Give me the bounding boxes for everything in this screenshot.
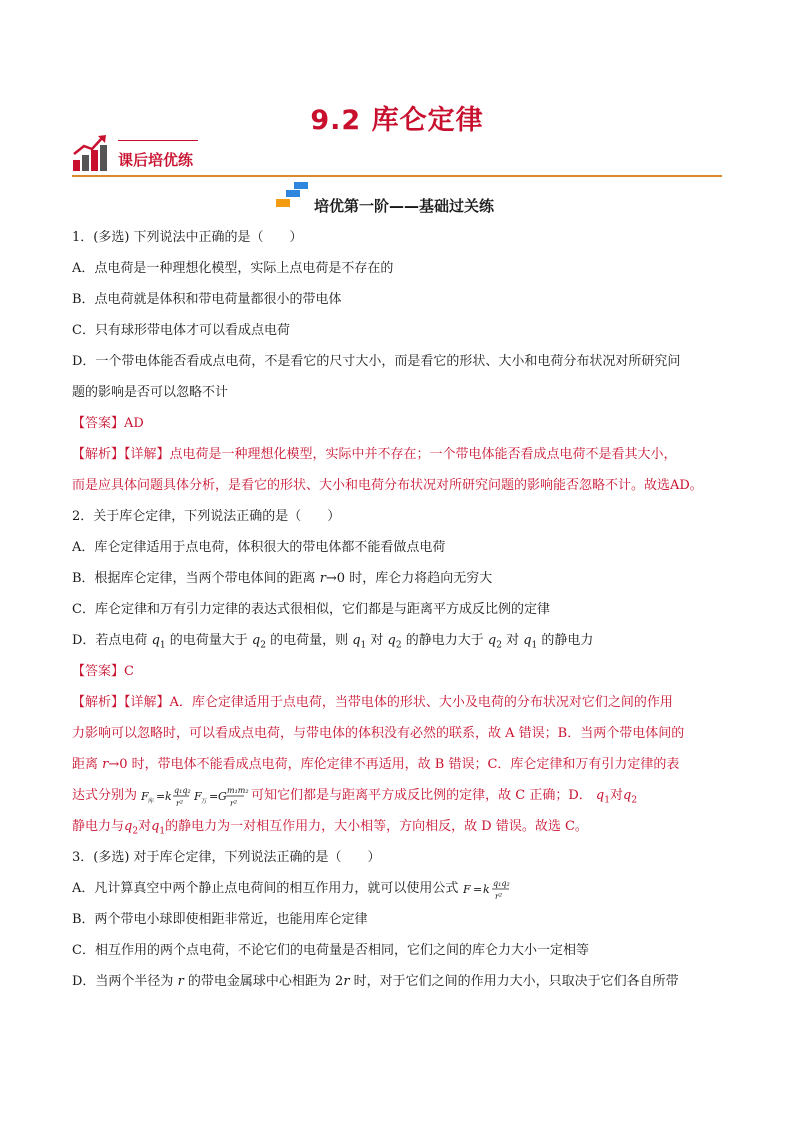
stairs-icon	[276, 182, 310, 208]
q1-option-b: B．点电荷就是体积和带电荷量都很小的带电体	[72, 292, 342, 307]
q3-option-d: D．当两个半径为 r 的带电金属球中心相距为 2r 时，对于它们之间的作用力大小，只取决于它们各自所带	[72, 974, 679, 989]
formula-denominator-r-2: r²	[230, 798, 238, 808]
coulomb-formula	[141, 781, 251, 811]
q3-option-a: A．凡计算真空中两个静止点电荷间的相互作用力，就可以使用公式 F = k q₁q₂ r²	[72, 873, 724, 904]
section-label: 课后培优练	[118, 151, 194, 169]
q2-stem: 2．关于库仑定律，下列说法正确的是（ ）	[72, 509, 341, 524]
law-denominator: r²	[494, 891, 502, 901]
law-f: F	[462, 882, 471, 896]
q2-explanation-line3: 距离 r→0 时，带电体不能看成点电荷，库伦定律不再适用，故 B 错误；C．库仑定律和万有引力定律的表	[72, 757, 680, 772]
q1-option-d-line1: D．一个带电体能否看成点电荷，不是看它的尺寸大小，而是看它的形状、大小和电荷分布状况对所研究问	[72, 354, 681, 369]
q3-option-b: B．两个带电小球即使相距非常近，也能用库仑定律	[72, 912, 368, 927]
q1-stem: 1．(多选) 下列说法中正确的是（ ）	[72, 230, 303, 245]
q1-explanation-line1: 【解析】【详解】点电荷是一种理想化模型，实际中并不存在；一个带电体能否看成点电荷不是看其大小，	[72, 447, 677, 462]
q2-explanation-line2: 力影响可以忽略时，可以看成点电荷，与带电体的体积没有必然的联系，故 A 错误；B．当两个带电体间的	[72, 726, 685, 741]
formula-f-coulomb: F	[141, 789, 149, 803]
q3-stem: 3．(多选) 对于库仑定律，下列说法正确的是（ ）	[72, 850, 381, 865]
law-k: k	[482, 882, 490, 896]
formula-g: G	[218, 789, 227, 803]
law-equals: =	[472, 882, 482, 896]
page-title: 9.2 库仑定律	[310, 105, 484, 136]
q2-option-d: D．若点电荷 $q_1$ 的电荷量大于 $q_2$ 的电荷量，则 $q_1$ 对 $q_2$ 的静电力大于 $q_2$ 对 $q_1$ 的静电力	[72, 633, 594, 651]
stage-title: 培优第一阶——基础过关练	[314, 197, 495, 215]
formula-numerator-m: m₁m₂	[227, 785, 249, 795]
q2-explanation-line4: 达式分别为 F 库 = k q₁q₂ r² F 万 = G m₁m₂ r² 可知它们都是与距离平方成反比例的定律，故 C 正确；D． $q_1$对$q_2$	[72, 780, 724, 811]
formula-equals-1: =	[156, 789, 166, 803]
q3-option-c: C．相互作用的两个点电荷，不论它们的电荷量是否相同，它们之间的库仑力大小一定相等	[72, 943, 589, 958]
formula-k: k	[165, 789, 172, 803]
section-underline	[118, 140, 198, 141]
q2-option-b: B．根据库仑定律，当两个带电体间的距离 r→0 时，库仑力将趋向无穷大	[72, 571, 493, 586]
coulomb-law-formula	[463, 874, 515, 904]
q2-option-c: C．库仑定律和万有引力定律的表达式很相似，它们都是与距离平方成反比例的定律	[72, 602, 550, 617]
header-rule	[72, 175, 722, 177]
q2-option-a: A．库仑定律适用于点电荷，体积很大的带电体都不能看做点电荷	[72, 540, 446, 555]
q1-option-d-line2: 题的影响是否可以忽略不计	[72, 385, 229, 400]
formula-numerator-q: q₁q₂	[174, 785, 191, 795]
q1-option-c: C．只有球形带电体才可以看成点电荷	[72, 323, 290, 338]
question-list	[72, 222, 724, 997]
formula-subscript-ku: 库	[148, 797, 155, 805]
formula-equals-2: =	[209, 789, 219, 803]
q2-explanation-line5: 静电力与$q_2$对$q_1$的静电力为一对相互作用力，大小相等，方向相反，故 D 错误。故选 C。	[72, 819, 588, 837]
q2-answer: 【答案】C	[72, 664, 134, 679]
q2-explanation-line1: 【解析】【详解】A．库仑定律适用于点电荷，当带电体的形状、大小及电荷的分布状况对它们之间的作用	[72, 695, 673, 710]
formula-f-gravity: F	[194, 789, 202, 803]
law-numerator: q₁q₂	[492, 878, 510, 888]
formula-denominator-r-1: r²	[176, 798, 184, 808]
q1-option-a: A．点电荷是一种理想化模型，实际上点电荷是不存在的	[72, 261, 394, 276]
chart-growth-icon	[72, 134, 108, 172]
q1-explanation-line2: 而是应具体问题具体分析，是看它的形状、大小和电荷分布状况对所研究问题的影响能否忽略不计。故选AD。	[72, 478, 703, 493]
formula-subscript-wan: 万	[201, 797, 208, 805]
q1-answer: 【答案】AD	[72, 416, 144, 431]
